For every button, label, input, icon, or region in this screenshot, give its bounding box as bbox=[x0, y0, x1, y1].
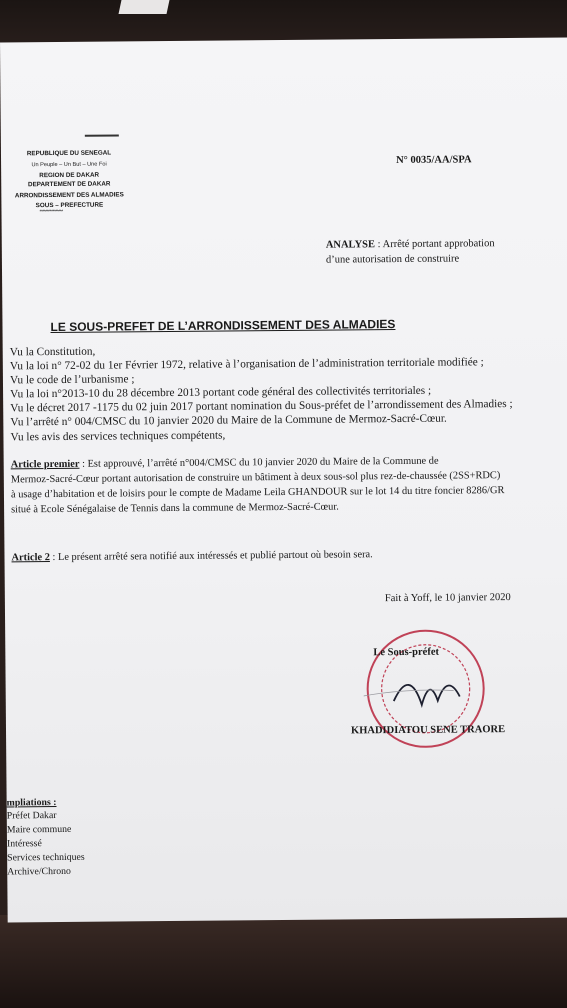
background-bottom bbox=[0, 915, 567, 1008]
office-heading: SOUS – PREFECTURE bbox=[35, 201, 104, 210]
article-2-text: : Le présent arrêté sera notifié aux intéressés et publié partout où besoin sera. bbox=[49, 549, 373, 564]
signatory-name: KHADIDIATOU SENE TRAORE bbox=[350, 724, 506, 737]
document-page bbox=[0, 38, 567, 923]
article-2-label: Article 2 bbox=[11, 552, 50, 564]
motto: Un Peuple – Un But – Une Foi bbox=[31, 161, 107, 169]
analyse-line-1 bbox=[326, 238, 495, 250]
article-1-text-1: : Est approuvé, l’arrêté n°004/CMSC du 10 janvier 2020 du Maire de la Commune de bbox=[79, 455, 439, 470]
ampliation-item: Intéressé bbox=[6, 838, 42, 850]
place-date: Fait à Yoff, le 10 janvier 2020 bbox=[384, 592, 511, 605]
ampliation-item: Archive/Chrono bbox=[7, 865, 71, 878]
ampliations-label: mpliations : bbox=[6, 797, 57, 809]
article-1-line-1 bbox=[11, 456, 439, 471]
republic-heading: REPUBLIQUE DU SENEGAL bbox=[26, 149, 112, 158]
vu-line: Vu les avis des services techniques compétents, bbox=[10, 429, 226, 444]
vu-line: Vu la loi n°2013-10 du 28 décembre 2013 portant code général des collectivités territoriales ; bbox=[10, 384, 432, 401]
reference-number: N° 0035/AA/SPA bbox=[396, 154, 472, 167]
vu-line: Vu le décret 2017 -1175 du 02 juin 2017 portant nomination du Sous-préfet de l’arrondissement des Almadies ; bbox=[10, 398, 513, 415]
article-2-line bbox=[11, 549, 372, 563]
signatory-role: Le Sous-préfet bbox=[373, 646, 440, 659]
analyse-label: ANALYSE bbox=[325, 239, 376, 251]
ampliation-item: Services techniques bbox=[7, 851, 85, 864]
ampliation-item: Préfet Dakar bbox=[6, 810, 57, 822]
vu-line: Vu la loi n° 72-02 du 1er Février 1972, relative à l’organisation de l’administration territoriale modifiée ; bbox=[9, 356, 484, 373]
vu-line: Vu la Constitution, bbox=[9, 345, 96, 359]
region-heading: REGION DE DAKAR bbox=[39, 171, 100, 180]
article-1-label: Article premier bbox=[10, 458, 80, 471]
ampliation-item: Maire commune bbox=[6, 823, 72, 836]
article-1-line-2: Mermoz-Sacré-Cœur portant autorisation de construire un bâtiment à deux sous-sol plus rez-de-chaussée (2SS+RDC) bbox=[10, 470, 501, 486]
vu-line: Vu le code de l’urbanisme ; bbox=[9, 373, 135, 387]
emblem-line bbox=[85, 134, 119, 136]
header-stars: **************** bbox=[39, 208, 63, 216]
analyse-line-2: d’une autorisation de construire bbox=[325, 253, 460, 266]
article-1-line-3: à usage d’habitation et de loisirs pour le compte de Madame Leila GHANDOUR sur le lot 14 du titre foncier 8286/GR bbox=[10, 485, 505, 501]
analyse-text-1: : Arrêté portant approbation bbox=[374, 238, 495, 251]
paper-tab-corner bbox=[119, 0, 170, 14]
article-1-line-4: situé à Ecole Sénégalaise de Tennis dans la commune de Mermoz-Sacré-Cœur. bbox=[11, 501, 339, 516]
vu-line: Vu l’arrêté n° 004/CMSC du 10 janvier 2020 du Maire de la Commune de Mermoz-Sacré-Cœur. bbox=[10, 412, 447, 429]
document-title: LE SOUS-PREFET DE L’ARRONDISSEMENT DES ALMADIES bbox=[50, 317, 396, 335]
arrondissement-heading: ARRONDISSEMENT DES ALMADIES bbox=[14, 191, 124, 200]
departement-heading: DEPARTEMENT DE DAKAR bbox=[27, 180, 111, 189]
